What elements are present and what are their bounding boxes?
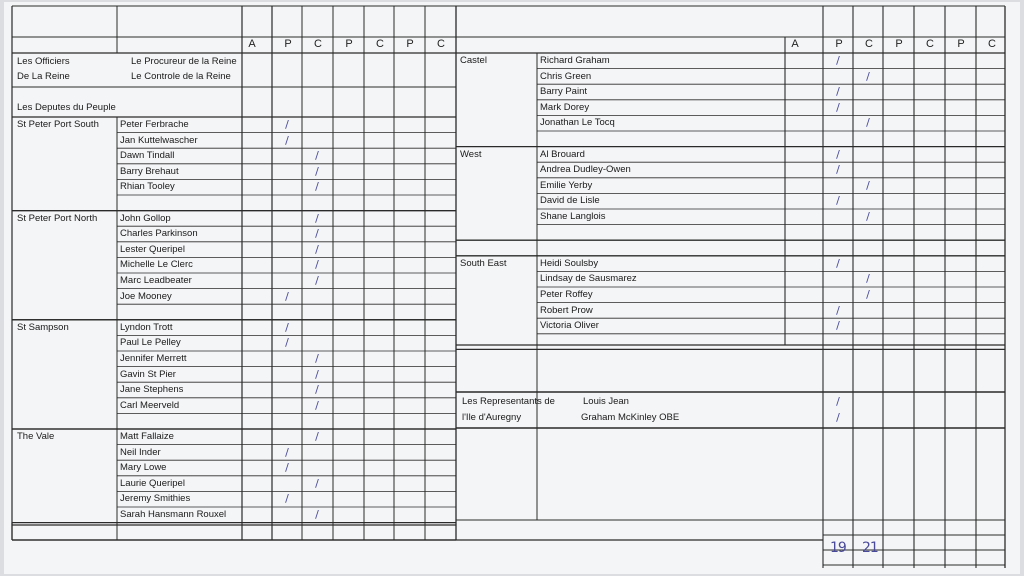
deputy-name: Joe Mooney bbox=[120, 290, 172, 302]
contre-tick-mark: / bbox=[315, 242, 319, 256]
deputy-name: Dawn Tindall bbox=[120, 150, 175, 162]
pour-tick-mark: / bbox=[836, 395, 840, 408]
pour-tick-mark: / bbox=[836, 163, 840, 177]
column-header-p: P bbox=[345, 38, 353, 50]
contre-tick-mark: / bbox=[315, 430, 319, 443]
deputy-name: Carl Meerveld bbox=[120, 399, 180, 411]
contre-tick-mark: / bbox=[866, 288, 870, 301]
deputy-name: Lindsay de Sausmarez bbox=[540, 273, 637, 285]
pour-tick-mark: / bbox=[836, 85, 840, 99]
deputy-name: Laurie Queripel bbox=[120, 477, 185, 489]
column-header-p: P bbox=[835, 38, 843, 50]
contre-tick-mark: / bbox=[315, 164, 319, 178]
pour-tick-mark: / bbox=[285, 445, 289, 459]
deputy-name: Mary Lowe bbox=[120, 462, 167, 474]
column-header-c: C bbox=[314, 38, 322, 50]
deputy-name: Andrea Dudley-Owen bbox=[540, 164, 631, 176]
deputy-name: Lester Queripel bbox=[120, 243, 185, 255]
deputy-name: David de Lisle bbox=[540, 195, 600, 207]
column-header-p: P bbox=[957, 38, 965, 50]
contre-tick-mark: / bbox=[315, 258, 319, 272]
parish-name: The Vale bbox=[17, 431, 55, 442]
alderney-member-name: Louis Jean bbox=[583, 396, 629, 407]
column-header-c: C bbox=[988, 38, 996, 50]
deputy-name: Matt Fallaize bbox=[120, 431, 174, 442]
deputy-name: John Gollop bbox=[120, 212, 171, 224]
deputy-name: Barry Brehaut bbox=[120, 165, 179, 177]
column-header-c: C bbox=[865, 38, 873, 50]
deputy-name: Mark Dorey bbox=[540, 101, 590, 113]
deputes-label: Les Deputes du Peuple bbox=[17, 102, 116, 113]
contre-tick-mark: / bbox=[315, 149, 319, 163]
controle-label: Le Controle de la Reine bbox=[131, 71, 231, 82]
deputy-name: Lyndon Trott bbox=[120, 321, 173, 333]
pour-tick-mark: / bbox=[836, 319, 840, 333]
alderney-label-1: Les Representants de bbox=[462, 396, 555, 407]
deputy-name: Paul Le Pelley bbox=[120, 337, 181, 349]
contre-tick-mark: / bbox=[315, 383, 319, 397]
parish-name: South East bbox=[460, 257, 507, 269]
deputy-name: Charles Parkinson bbox=[120, 228, 198, 240]
column-header-p: P bbox=[284, 38, 292, 50]
deputy-name: Peter Ferbrache bbox=[120, 119, 189, 130]
deputy-name: Victoria Oliver bbox=[540, 320, 599, 332]
pour-tick-mark: / bbox=[836, 256, 840, 270]
contre-tick-mark: / bbox=[315, 508, 319, 521]
pour-tick-mark: / bbox=[285, 289, 289, 303]
deputy-name: Chris Green bbox=[540, 70, 592, 82]
parish-name: Castel bbox=[460, 55, 487, 66]
deputy-name: Jan Kuttelwascher bbox=[120, 134, 198, 146]
pour-tick-mark: / bbox=[285, 492, 289, 506]
deputy-name: Robert Prow bbox=[540, 304, 593, 316]
deputy-name: Jonathan Le Tocq bbox=[540, 117, 615, 129]
deputy-name: Jane Stephens bbox=[120, 384, 184, 396]
contre-tick-mark: / bbox=[315, 211, 319, 225]
contre-tick-mark: / bbox=[315, 398, 319, 412]
pour-tick-mark: / bbox=[285, 118, 289, 131]
contre-tick-mark: / bbox=[866, 69, 870, 83]
pour-tick-mark: / bbox=[836, 303, 840, 317]
parish-name: St Peter Port South bbox=[17, 119, 99, 130]
column-header-c: C bbox=[437, 38, 445, 50]
deputy-name: Rhian Tooley bbox=[120, 181, 175, 193]
alderney-member-name: Graham McKinley OBE bbox=[581, 412, 680, 423]
officers-title-1: Les Officiers bbox=[17, 56, 70, 67]
total-pour: 19 bbox=[830, 540, 846, 556]
pour-tick-mark: / bbox=[836, 411, 840, 424]
alderney-label-2: l'Ile d'Auregny bbox=[462, 412, 522, 423]
column-header-a: A bbox=[791, 38, 799, 50]
contre-tick-mark: / bbox=[866, 210, 870, 223]
contre-tick-mark: / bbox=[315, 352, 319, 365]
pour-tick-mark: / bbox=[836, 147, 840, 161]
parish-name: St Sampson bbox=[17, 321, 69, 333]
contre-tick-mark: / bbox=[315, 180, 319, 194]
contre-tick-mark: / bbox=[315, 274, 319, 287]
column-header-a: A bbox=[248, 38, 256, 50]
deputy-name: Jennifer Merrett bbox=[120, 353, 187, 364]
deputy-name: Emilie Yerby bbox=[540, 179, 593, 191]
total-contre: 21 bbox=[862, 540, 878, 556]
deputy-name: Barry Paint bbox=[540, 86, 587, 98]
parish-name: St Peter Port North bbox=[17, 212, 98, 224]
officers-title-2: De La Reine bbox=[17, 71, 70, 82]
column-header-c: C bbox=[376, 38, 384, 50]
contre-tick-mark: / bbox=[315, 227, 319, 241]
procureur-label: Le Procureur de la Reine bbox=[131, 56, 237, 67]
column-header-c: C bbox=[926, 38, 934, 50]
pour-tick-mark: / bbox=[836, 194, 840, 208]
deputy-name: Richard Graham bbox=[540, 55, 610, 66]
deputy-name: Jeremy Smithies bbox=[120, 493, 191, 505]
pour-tick-mark: / bbox=[285, 336, 289, 350]
pour-tick-mark: / bbox=[285, 461, 289, 475]
deputy-name: Michelle Le Clerc bbox=[120, 259, 193, 271]
pour-tick-mark: / bbox=[285, 320, 289, 334]
column-header-p: P bbox=[895, 38, 903, 50]
pour-tick-mark: / bbox=[836, 54, 840, 67]
deputy-name: Al Brouard bbox=[540, 148, 585, 160]
contre-tick-mark: / bbox=[315, 476, 319, 490]
contre-tick-mark: / bbox=[866, 178, 870, 192]
deputy-name: Sarah Hansmann Rouxel bbox=[120, 509, 227, 520]
deputy-name: Peter Roffey bbox=[540, 289, 593, 300]
pour-tick-mark: / bbox=[285, 133, 289, 147]
pour-tick-mark: / bbox=[836, 100, 840, 114]
parish-name: West bbox=[460, 148, 482, 160]
deputy-name: Gavin St Pier bbox=[120, 368, 176, 380]
contre-tick-mark: / bbox=[866, 116, 870, 130]
contre-tick-mark: / bbox=[866, 272, 870, 286]
contre-tick-mark: / bbox=[315, 367, 319, 381]
deputy-name: Shane Langlois bbox=[540, 211, 606, 222]
deputy-name: Neil Inder bbox=[120, 446, 161, 458]
deputy-name: Heidi Soulsby bbox=[540, 257, 599, 269]
deputy-name: Marc Leadbeater bbox=[120, 275, 192, 286]
column-header-p: P bbox=[406, 38, 414, 50]
